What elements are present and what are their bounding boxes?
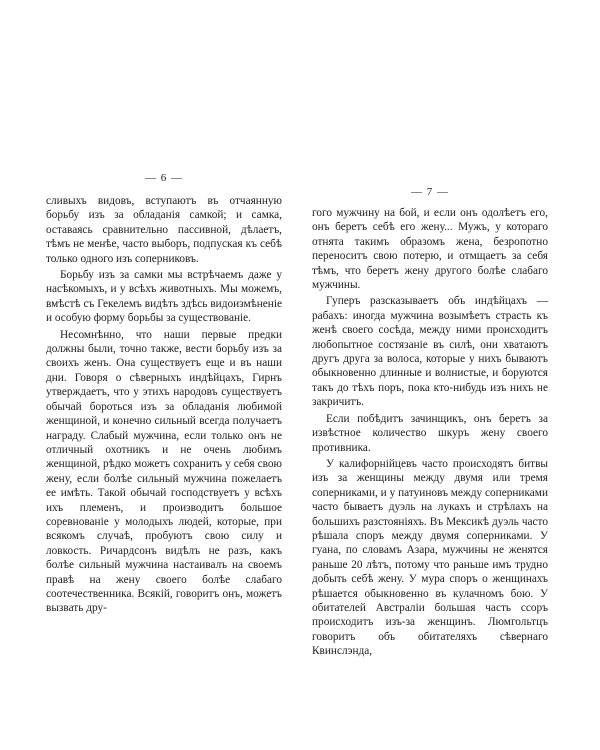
page-number: — 6 — <box>145 172 183 184</box>
paragraph: Борьбу изъ за самки мы встрѣчаемъ даже у насѣкомыхъ, и у всѣхъ животныхъ. Мы можемъ, вмѣстѣ съ Гекелемъ видѣть здѣсь видоизмѣненіе и особую форму борьбы за существованіе. <box>46 269 282 325</box>
paragraph: Если побѣдитъ зачинщикъ, онъ беретъ за извѣстное количество шкуръ жену своего противника. <box>312 412 548 454</box>
paragraph: сливыхъ видовъ, вступаютъ въ отчаянную борьбу изъ за обладанія самкой; и самка, оставаясь сравнительно пассивной, дѣлаетъ, тѣмъ не менѣе, часто выборъ, подпуская къ себѣ только одного изъ соперниковъ. <box>46 195 282 265</box>
page-number: — 7 — <box>411 186 449 198</box>
paragraph: Гуперъ разсказываетъ объ индѣйцахъ — рабахъ: иногда мужчина возымѣетъ страсть къ женѣ своего сосѣда, между ними происходитъ любопытное состязаніе въ силѣ, они хватаютъ другъ друга за волоса, которые у нихъ бываютъ обыкновенно длинные и волнистые, и боруются такъ до тѣхъ поръ, пока кто-нибудь изъ нихъ не закричитъ. <box>312 295 548 409</box>
page-body <box>46 194 282 618</box>
paragraph: гого мужчину на бой, и если онъ одолѣетъ его, онъ беретъ себѣ его жену... Мужъ, у котораго отнята такимъ образомъ жена, безропотно переноситъ свою потерю, и отмщаетъ за себя тѣмъ, что беретъ жену другого болѣе слабаго мужчины. <box>312 207 548 292</box>
paragraph: У калифорнійцевъ часто происходятъ битвы изъ за женщины между двумя или тремя соперниками, и у патуиновъ между соперниками часто бываетъ дуэль на лукахъ и стрѣлахъ на большихъ разстояніяхъ. Въ Мексикѣ дуэль часто рѣшала споръ между двумя соперниками. У гуана, по словамъ Азара, мужчины не женятся раньше 20 лѣтъ, потому что раньше имъ трудно добыть себѣ жену. У мура споръ о женщинахъ рѣшается обыкновенно въ кулачномъ бою. У обитателей Австраліи большая часть ссоръ происходитъ изъ-за женщинъ. Люмгольтцъ говоритъ объ обитателяхъ сѣвернаго Квинслэнда, <box>312 457 548 658</box>
page-body <box>312 206 548 661</box>
paragraph: Несомнѣнно, что наши первые предки должны были, точно также, вести борьбу изъ за своихъ женъ. Она существуетъ еще и въ наши дни. Говоря о сѣверныхъ индѣйцахъ, Гирнъ утверждаетъ, что у этихъ народовъ существуетъ обычай бороться изъ за обладанія любимой женщиной, и конечно сильный всегда получаетъ награду. Слабый мужчина, если только онъ не отличный охотникъ и не очень любимъ женщиной, рѣдко можетъ сохранить у себя свою жену, если болѣе сильный мужчина пожелаетъ ее имѣть. Такой обычай господствуетъ у всѣхъ ихъ племенъ, и производитъ большое соревнованіе у молодыхъ людей, которые, при всякомъ случаѣ, пробуютъ свою силу и ловкость. Ричардсонъ видѣлъ не разъ, какъ болѣе сильный мужчина настаивалъ на своемъ правѣ на жену своего болѣе слабаго соотечественника. Всякій, говоритъ онъ, можетъ вызвать дру- <box>46 328 282 615</box>
